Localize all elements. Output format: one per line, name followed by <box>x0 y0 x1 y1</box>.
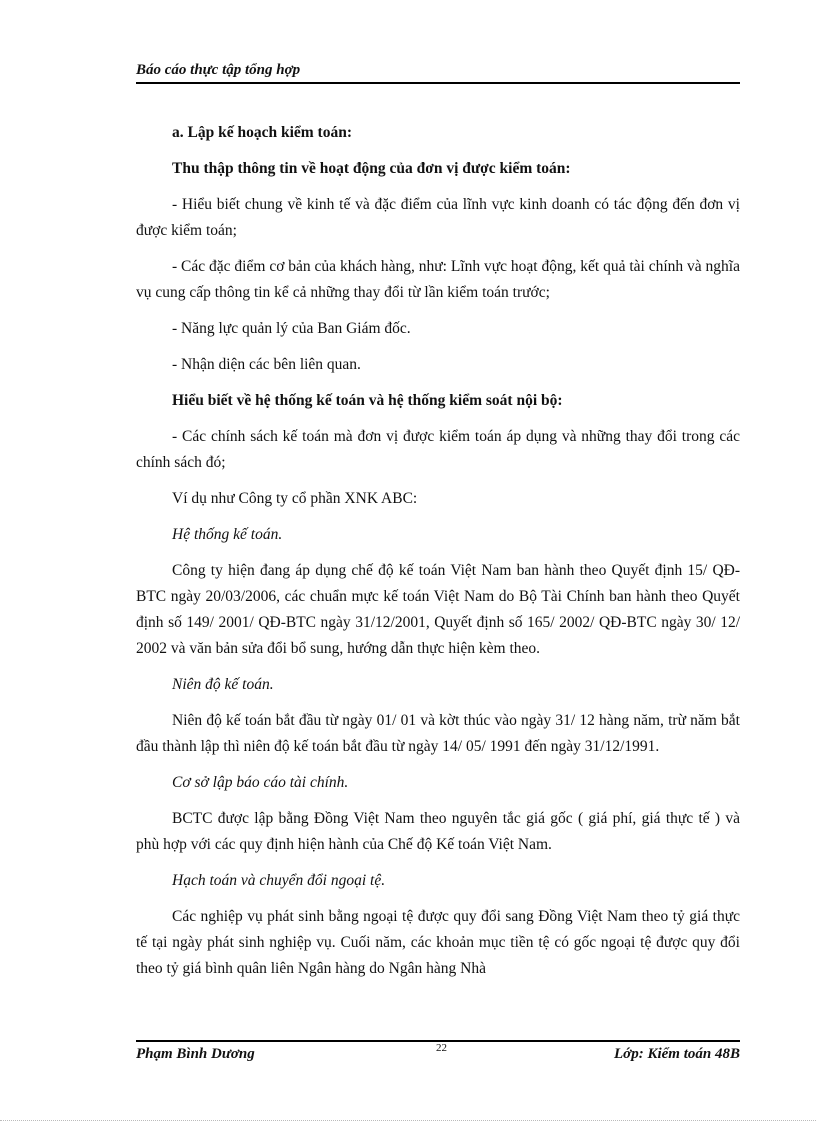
paragraph: - Các chính sách kế toán mà đơn vị được kiểm toán áp dụng và những thay đổi trong các chính sách đó; <box>136 428 740 471</box>
italic-subheading: Hạch toán và chuyển đổi ngoại tệ. <box>172 872 386 889</box>
document-body <box>136 120 740 992</box>
paragraph: Ví dụ như Công ty cổ phần XNK ABC: <box>172 490 418 507</box>
subsection-heading: Thu thập thông tin về hoạt động của đơn vị được kiểm toán: <box>172 160 571 177</box>
italic-subheading: Niên độ kế toán. <box>172 676 274 693</box>
paragraph: Các nghiệp vụ phát sinh bằng ngoại tệ được quy đổi sang Đồng Việt Nam theo tỷ giá thực tế tại ngày phát sinh nghiệp vụ. Cuối năm, các khoản mục tiền tệ có gốc ngoại tệ được quy đổi theo tỷ giá bình quân liên Ngân hàng do Ngân hàng Nhà <box>136 908 740 977</box>
page-edge-line <box>0 1120 816 1121</box>
paragraph: - Nhận diện các bên liên quan. <box>172 356 361 373</box>
header-divider <box>136 82 740 84</box>
paragraph: - Năng lực quản lý của Ban Giám đốc. <box>172 320 411 337</box>
paragraph: - Các đặc điểm cơ bản của khách hàng, như: Lĩnh vực hoạt động, kết quả tài chính và nghĩa vụ cung cấp thông tin kể cả những thay đổi từ lần kiểm toán trước; <box>136 258 740 301</box>
paragraph: BCTC được lập bằng Đồng Việt Nam theo nguyên tắc giá gốc ( giá phí, giá thực tế ) và phù hợp với các quy định hiện hành của Chế độ Kế toán Việt Nam. <box>136 810 740 853</box>
paragraph: Công ty hiện đang áp dụng chế độ kế toán Việt Nam ban hành theo Quyết định 15/ QĐ-BTC ngày 20/03/2006, các chuẩn mực kế toán Việt Nam do Bộ Tài Chính ban hành theo Quyết định số 149/ 2001/ QĐ-BTC ngày 31/12/2001, Quyết định số 165/ 2002/ QĐ-BTC ngày 30/ 12/ 2002 và văn bản sửa đổi bổ sung, hướng dẫn thực hiện kèm theo. <box>136 562 740 657</box>
footer-class: Lớp: Kiểm toán 48B <box>614 1046 740 1062</box>
paragraph: Niên độ kế toán bắt đầu từ ngày 01/ 01 và kờt thúc vào ngày 31/ 12 hàng năm, trừ năm bắt đầu thành lập thì niên độ kế toán bắt đầu từ ngày 14/ 05/ 1991 đến ngày 31/12/1991. <box>136 712 740 755</box>
italic-subheading: Hệ thống kế toán. <box>172 526 283 543</box>
italic-subheading: Cơ sở lập báo cáo tài chính. <box>172 774 349 791</box>
report-header-title: Báo cáo thực tập tổng hợp <box>136 62 301 78</box>
footer-author: Phạm Bình Dương <box>136 1046 255 1062</box>
subsection-heading: Hiểu biết về hệ thống kế toán và hệ thống kiểm soát nội bộ: <box>172 392 563 409</box>
paragraph: - Hiểu biết chung về kinh tế và đặc điểm của lĩnh vực kinh doanh có tác động đến đơn vị được kiểm toán; <box>136 196 740 239</box>
section-heading: a. Lập kế hoạch kiểm toán: <box>172 124 352 141</box>
page-number: 22 <box>436 1042 447 1054</box>
